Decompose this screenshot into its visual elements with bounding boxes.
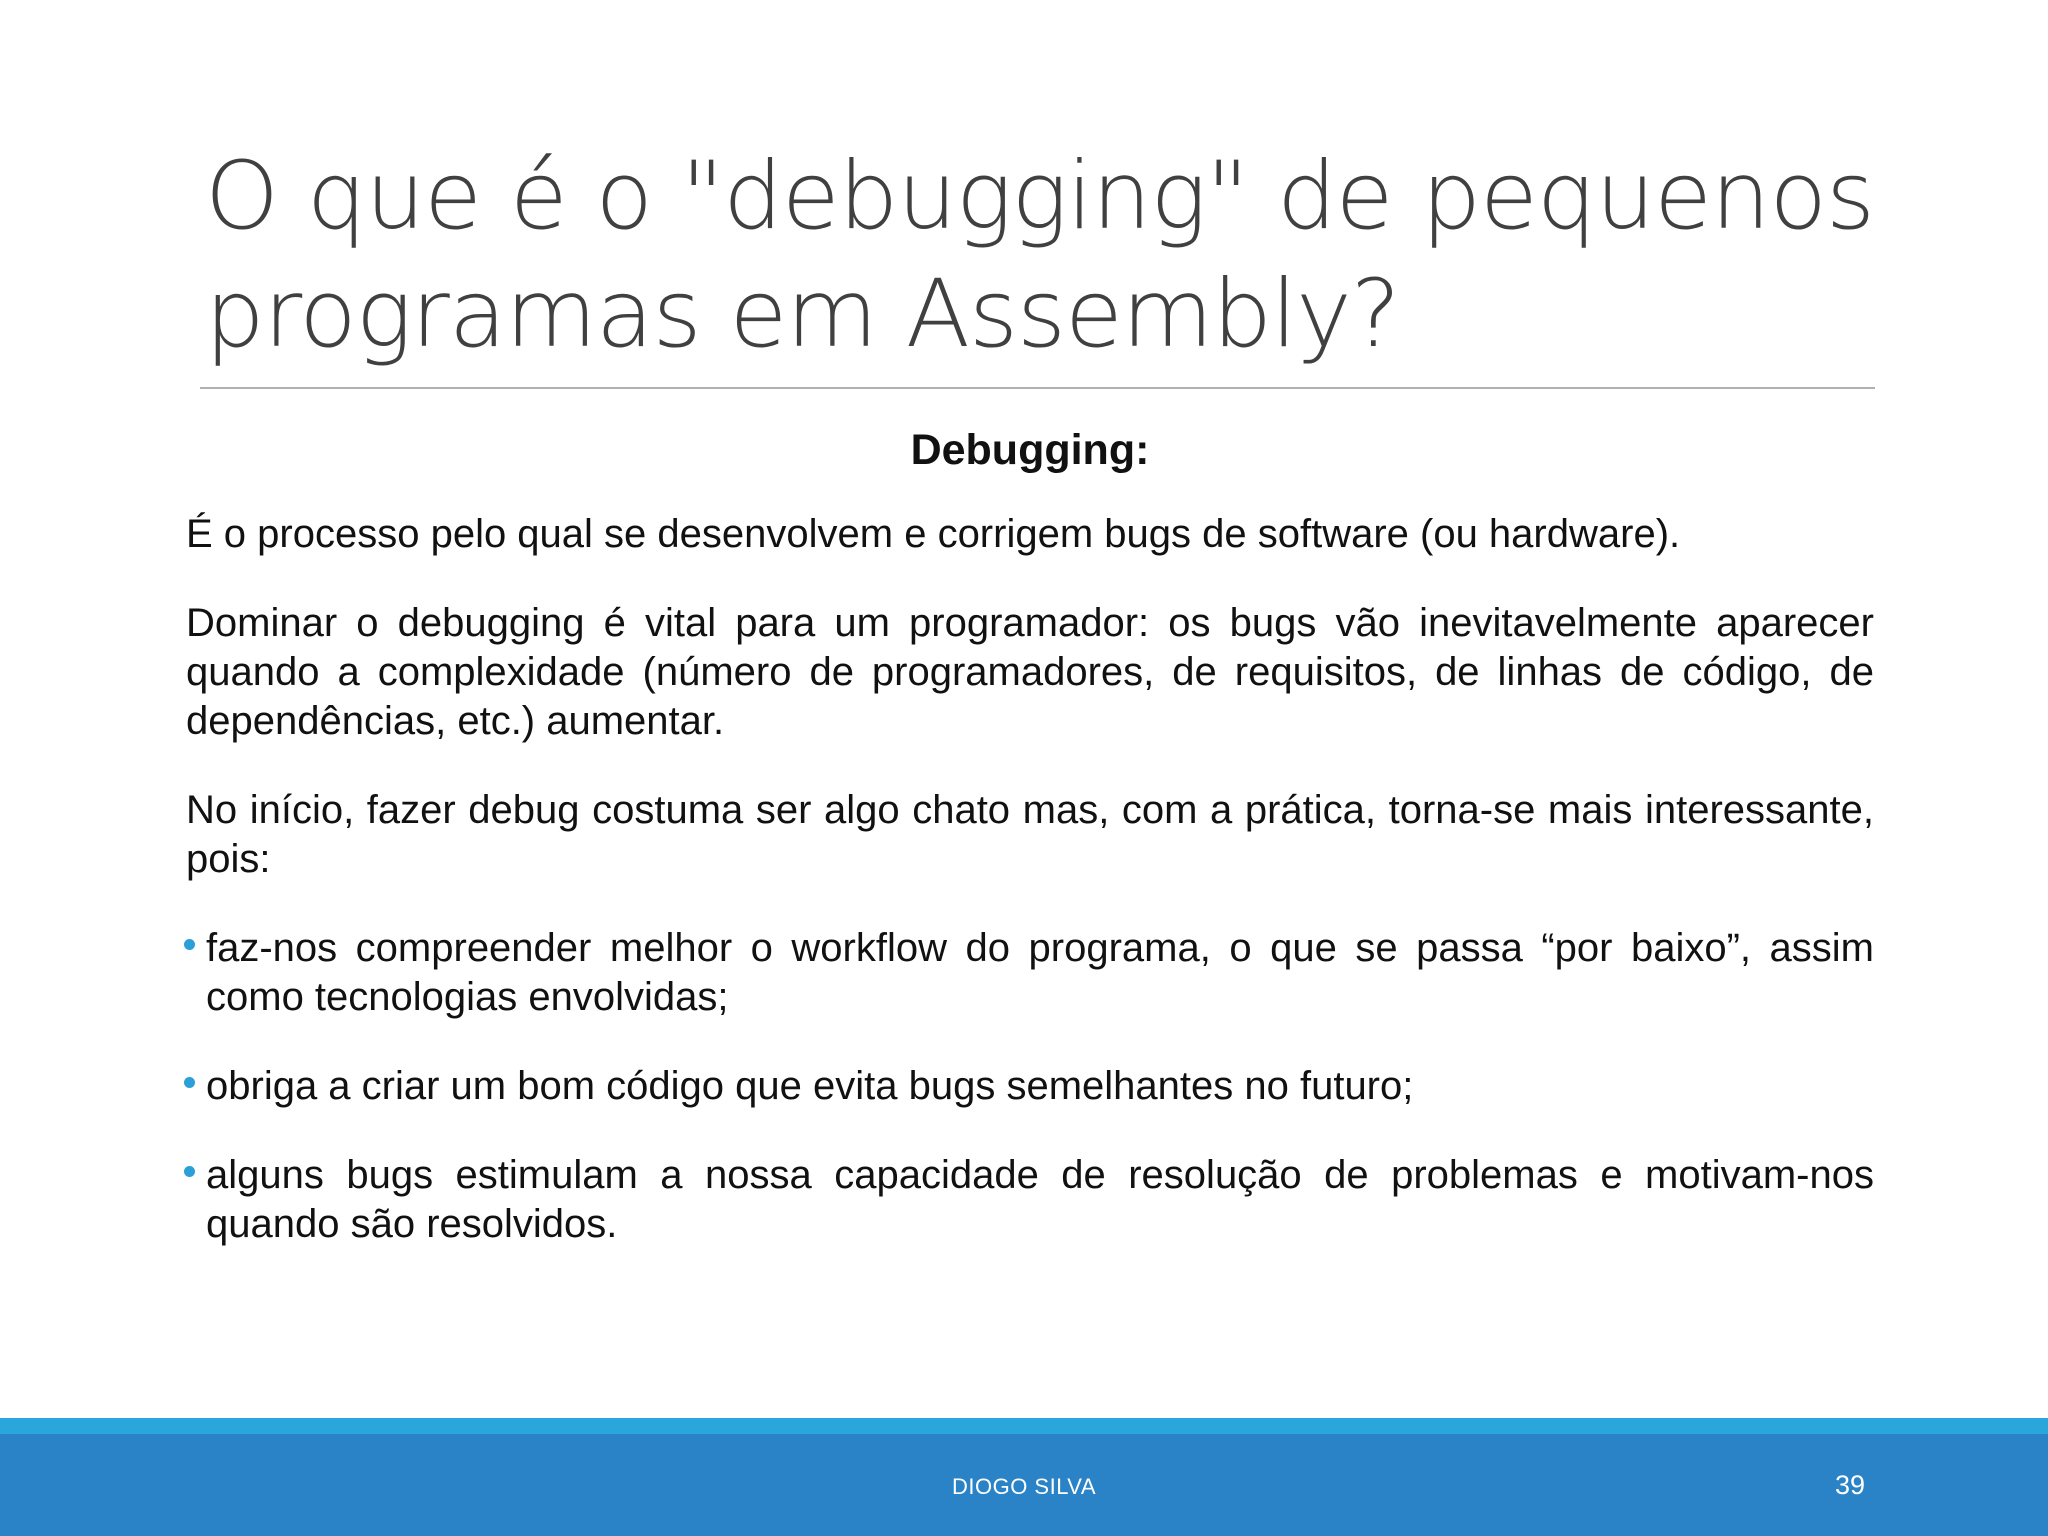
- title-divider: [200, 387, 1875, 389]
- bullet-icon: [184, 939, 195, 950]
- footer-stripe: [0, 1418, 2048, 1434]
- bullet-icon: [184, 1166, 195, 1177]
- bullet-text: alguns bugs estimulam a nossa capacidade de resolução de problemas e motivam-nos quando são resolvidos.: [206, 1153, 1874, 1246]
- bullet-item: [186, 1062, 1874, 1111]
- bullet-item: [186, 924, 1874, 1022]
- bullet-text: faz-nos compreender melhor o workflow do programa, o que se passa “por baixo”, assim como tecnologias envolvidas;: [206, 926, 1874, 1019]
- slide-title: O que é o "debugging" de pequenos programas em Assembly?: [205, 142, 1874, 369]
- footer-author: DIOGO SILVA: [951, 1474, 1097, 1499]
- bullet-item: [186, 1151, 1874, 1249]
- paragraph: É o processo pelo qual se desenvolvem e corrigem bugs de software (ou hardware).: [186, 512, 1681, 556]
- page-number: 39: [1834, 1470, 1866, 1500]
- bullet-text: obriga a criar um bom código que evita bugs semelhantes no futuro;: [206, 1064, 1414, 1108]
- slide-content: [186, 420, 1874, 1289]
- paragraph: Dominar o debugging é vital para um programador: os bugs vão inevitavelmente aparecer quando a complexidade (número de programadores, de requisitos, de linhas de código, de dependências, etc.) aumentar.: [186, 601, 1874, 743]
- section-heading: Debugging:: [910, 426, 1150, 474]
- bullet-icon: [184, 1077, 195, 1088]
- paragraph: No início, fazer debug costuma ser algo chato mas, com a prática, torna-se mais interessante, pois:: [186, 788, 1874, 881]
